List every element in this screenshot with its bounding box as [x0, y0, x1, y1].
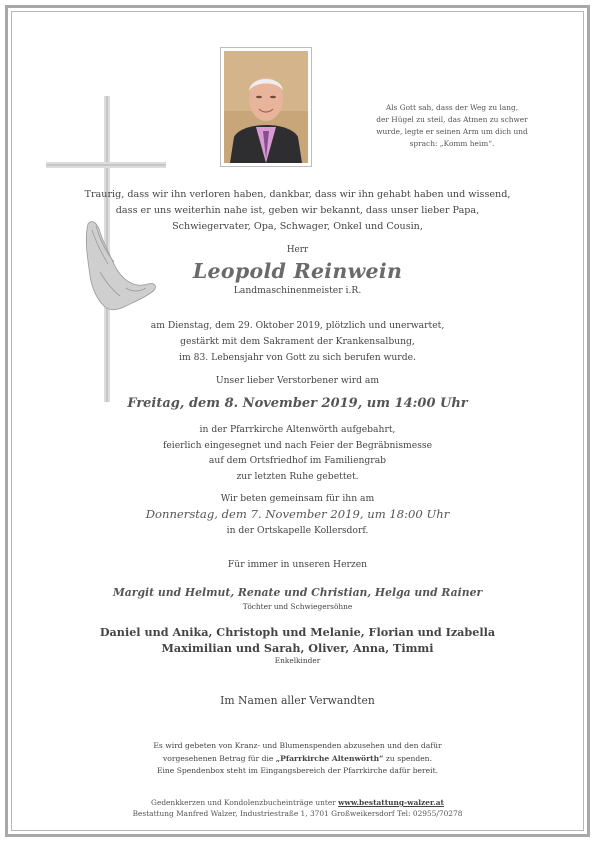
funeral-line: in der Pfarrkirche Altenwörth aufgebahrt, — [199, 424, 396, 435]
deceased-name: Leopold Reinwein — [192, 259, 403, 283]
portrait-photo — [220, 47, 312, 167]
funeral-line: zur letzten Ruhe gebettet. — [236, 470, 359, 482]
donation-church: „Pfarrkirche Altenwörth“ — [275, 753, 384, 763]
poem-line: wurde, legte er seinen Arm um dich und — [376, 127, 528, 136]
death-line: im 83. Lebensjahr von Gott zu sich berufen wurde. — [179, 352, 416, 363]
salutation: Herr — [286, 245, 309, 255]
donation-text: zu spenden. — [383, 753, 432, 763]
occupation: Landmaschinenmeister i.R. — [233, 285, 362, 296]
grandchildren-names: Daniel und Anika, Christoph und Melanie, Florian und Izabella — [99, 625, 496, 639]
poem-quote — [352, 102, 552, 150]
prayer-lead: Wir beten gemeinsam für ihn am — [220, 493, 375, 504]
funeral-line: feierlich eingesegnet und nach Feier der Begräbnismesse — [162, 439, 433, 451]
forever-in-hearts: Für immer in unseren Herzen — [227, 559, 368, 570]
donation-text: vorgesehenen Betrag für die — [162, 753, 276, 763]
poem-line: der Hügel zu steil, das Atmen zu schwer — [376, 115, 528, 124]
children-names: Margit und Helmut, Renate und Christian, Helga und Rainer — [112, 586, 483, 599]
relatives-line: Im Namen aller Verwandten — [220, 694, 375, 707]
prayer-date: Donnerstag, dem 7. November 2019, um 18:00 Uhr — [145, 507, 450, 521]
website-link[interactable]: www.bestattung-walzer.at — [338, 798, 444, 807]
grandchildren-label: Enkelkinder — [274, 656, 321, 665]
prayer-place: in der Ortskapelle Kollersdorf. — [226, 525, 369, 536]
intro-text — [0, 187, 595, 235]
donation-line — [0, 753, 595, 766]
intro-line: Schwiegervater, Opa, Schwager, Onkel und Cousin, — [172, 221, 423, 232]
grandchildren-names: Maximilian und Sarah, Oliver, Anna, Timmi — [161, 641, 434, 655]
funeral-lead: Unser lieber Verstorbener wird am — [215, 375, 380, 386]
funeral-date: Freitag, dem 8. November 2019, um 14:00 Uhr — [127, 396, 468, 411]
children-label: Töchter und Schwiegersöhne — [242, 602, 353, 611]
death-line: am Dienstag, dem 29. Oktober 2019, plötzlich und unerwartet, — [150, 320, 445, 331]
donation-line: Es wird gebeten von Kranz- und Blumenspenden abzusehen und den dafür — [153, 741, 442, 750]
footer — [0, 797, 595, 819]
funeral-line: auf dem Ortsfriedhof im Familiengrab — [208, 455, 387, 466]
donation-line: Eine Spendenbox steht im Eingangsbereich der Pfarrkirche dafür bereit. — [156, 766, 439, 775]
intro-line: Traurig, dass wir ihn verloren haben, dankbar, dass wir ihn gehabt haben und wissend, — [84, 189, 511, 200]
poem-line: Als Gott sah, dass der Weg zu lang, — [385, 103, 519, 112]
donation-notice — [0, 740, 595, 778]
poem-line: sprach: „Komm heim“. — [409, 139, 495, 148]
intro-line: dass er uns weiterhin nahe ist, geben wir bekannt, dass unser lieber Papa, — [115, 205, 480, 216]
footer-line — [0, 797, 595, 808]
death-notice — [0, 318, 595, 366]
death-line: gestärkt mit dem Sakrament der Krankensalbung, — [180, 336, 415, 347]
funeral-details — [0, 422, 595, 484]
footer-text: Gedenkkerzen und Kondolenzbucheinträge unter — [151, 798, 339, 807]
footer-line: Bestattung Manfred Walzer, Industriestraße 1, 3701 Großweikersdorf Tel: 02955/70278 — [132, 809, 463, 818]
